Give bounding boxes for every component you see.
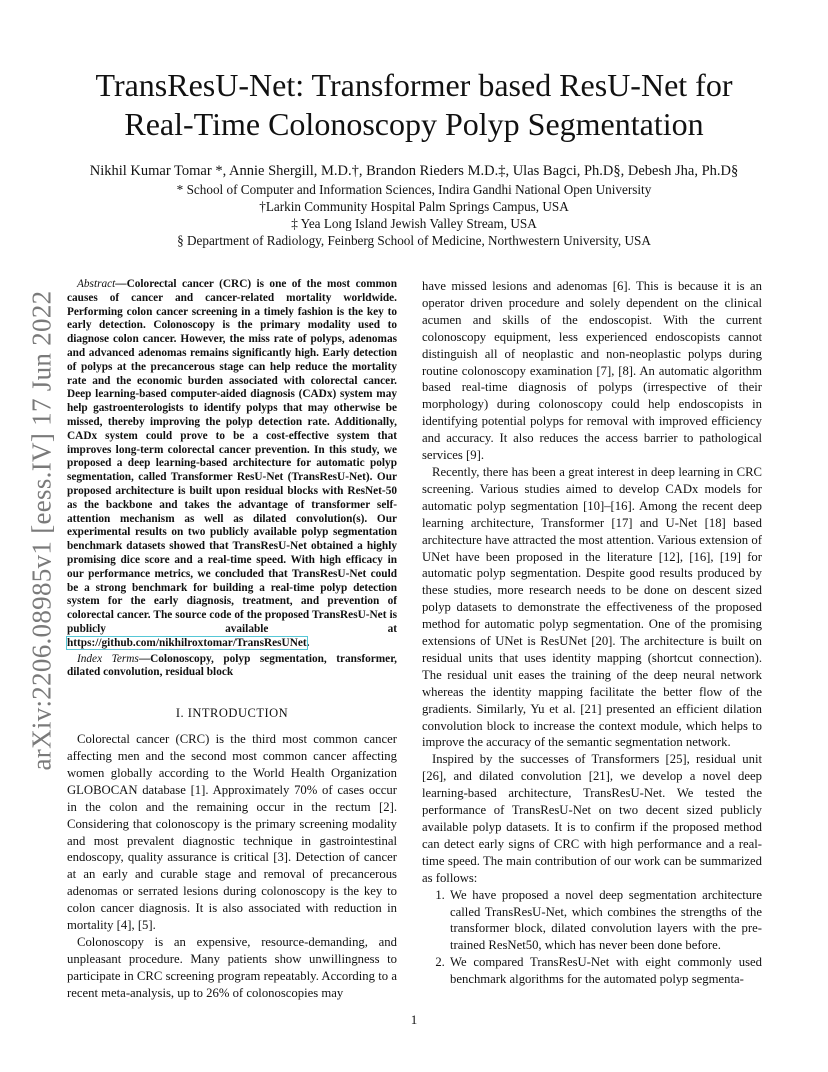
author-list: Nikhil Kumar Tomar *, Annie Shergill, M.D.†, Brandon Rieders M.D.‡, Ulas Bagci, Ph.D§, Debesh Jha, Ph.D§ bbox=[89, 163, 739, 179]
left-column bbox=[67, 278, 397, 1002]
abstract-end: . bbox=[306, 636, 310, 649]
abstract-label: Abstract bbox=[77, 278, 116, 290]
paper-title bbox=[0, 66, 828, 144]
intro-paragraph-2: Colonoscopy is an expensive, resource-demanding, and unpleasant procedure. Many patients show unwillingness to participate in CRC screening program repeatably. According to a recent meta-analysis, up to 26% of colonoscopies may bbox=[67, 934, 397, 1000]
section-title: INTRODUCTION bbox=[187, 706, 289, 721]
page-number: 1 bbox=[410, 1012, 418, 1027]
section-heading: I. INTRODUCTION bbox=[175, 706, 289, 721]
affiliation-3: ‡ Yea Long Island Jewish Valley Stream, USA bbox=[291, 216, 537, 231]
title-line-2: Real-Time Colonoscopy Polyp Segmentation bbox=[124, 106, 704, 142]
abstract-text: —Colorectal cancer (CRC) is one of the most common causes of cancer and cancer-related mortality worldwide. Performing colon cancer screening in a timely fashion is the key to early detection. Colonoscopy is the primary modality used to diagnose colon cancer. However, the miss rate of polyps, adenomas and advanced adenomas remains significantly high. Early detection of polyps at the precancerous stage can help reduce the mortality rate and the economic burden associated with colorectal cancer. Deep learning-based computer-aided diagnosis (CADx) system may help gastroenterologists to identify polyps that may otherwise be missed, thereby improving the polyp detection rate. Additionally, CADx system could prove to be a cost-effective system that improves long-term colorectal cancer prevention. In this study, we proposed a deep learning-based architecture for automatic polyp segmentation, called Transformer ResU-Net (TransResU-Net). Our proposed architecture is built upon residual blocks with ResNet-50 as the backbone and takes the advantage of transformer self-attention mechanism as well as dilated convolution(s). Our experimental results on two publicly available polyp segmentation benchmark datasets showed that TransResU-Net obtained a highly promising dice score and a real-time speed. With high efficacy in our performance metrics, we concluded that TransResU-Net could be a strong benchmark for building a real-time polyp detection system for the early diagnosis, treatment, and prevention of colorectal cancer. The source code of the proposed TransResU-Net is publicly available at bbox=[67, 278, 397, 635]
intro-paragraph-1: Colorectal cancer (CRC) is the third most common cancer affecting men and the second most common cancer affecting women globally according to the World Health Organization GLOBOCAN database [1]. Approximately 70% of cases occur in the colon and the remaining occur in the rectum [2]. Considering that colonoscopy is the primary screening modality and most prevalent diagnostic technique in gastrointestinal endoscopy, quality assurance is critical [3]. Detection of cancer at an early and curable stage and removal of precancerous adenomas or serrated lesions during colonoscopy is the key to colon cancer diagnosis. It is also associated with reduction in mortality [4], [5]. bbox=[67, 732, 397, 933]
affiliation-2: †Larkin Community Hospital Palm Springs Campus, USA bbox=[259, 199, 569, 214]
right-column bbox=[422, 278, 762, 988]
affiliation-4: § Department of Radiology, Feinberg School of Medicine, Northwestern University, USA bbox=[177, 233, 651, 248]
abstract bbox=[67, 278, 397, 651]
code-link[interactable]: https://github.com/nikhilroxtomar/TransResUNet bbox=[67, 636, 307, 649]
intro-paragraph-4: Recently, there has been a great interest in deep learning in CRC screening. Various studies aimed to develop CADx models for automatic polyp segmentation [10]–[16]. Among the recent deep learning architecture, Transformer [17] and U-Net [18] based architecture have attracted the most attention. Various extension of UNet have been proposed in the literature [12], [16], [19] for automatic polyp segmentation. Despite good results produced by these studies, more research needs to be done on descent sized polyp datasets to demonstrate the effectiveness of the proposed method for automatic polyp segmentation. One of the promising extensions of UNet is ResUNet [20]. The architecture is built on residual units that uses identity mapping (shortcut connection). The residual unit eases the training of the deep neural network whereas the identity mapping facilitate the better flow of the gradients. Similarly, Yu et al. [21] presented an efficient dilation convolution block to increase the context module, which helps to improve the accuracy of the semantic segmentation network. bbox=[422, 464, 762, 750]
contribution-list bbox=[422, 887, 762, 988]
index-terms-label: Index Terms bbox=[77, 652, 139, 665]
index-terms bbox=[67, 653, 397, 681]
affiliation-1: * School of Computer and Information Sciences, Indira Gandhi National Open University bbox=[176, 182, 652, 197]
title-line-1: TransResU-Net: Transformer based ResU-Net for bbox=[95, 67, 733, 103]
index-terms-text: —Colonoscopy, polyp segmentation, transformer, dilated convolution, residual block bbox=[67, 652, 397, 679]
intro-paragraph-5: Inspired by the successes of Transformers [25], residual unit [26], and dilated convolution [21], we develop a novel deep learning-based architecture, TransResU-Net. We tested the performance of TransResU-Net on two decent sized publicly available polyp datasets. It is to confirm if the proposed method can detect early signs of CRC with high performance and a real-time speed. The main contribution of our work can be summarized as follows: bbox=[422, 752, 762, 885]
contribution-item-2: 2. We compared TransResU-Net with eight commonly used benchmark algorithms for the automated polyp segmenta- bbox=[448, 954, 762, 988]
arxiv-side-label: arXiv:2206.08985v1 [eess.IV] 17 Jun 2022 bbox=[26, 290, 57, 770]
contribution-item-1: 1. We have proposed a novel deep segmentation architecture called TransResU-Net, which combines the strengths of the transformer block, dilated convolution layers with the pre-trained ResNet50, which has never been done before. bbox=[448, 887, 762, 955]
intro-paragraph-3: have missed lesions and adenomas [6]. This is because it is an operator driven procedure and solely dependent on the clinical acumen and skills of the endoscopist. With the current colonoscopy equipment, less experienced endoscopists cannot distinguish all of neoplastic and non-neoplastic polyps during routine colonoscopy examination [7], [8]. An automatic algorithm based real-time diagnosis of polyps (irrespective of their morphology) during colonoscopy could help endoscopists in identifying potential polyps for removal with improved efficiency and accuracy. It also reduces the access barrier to pathological services [9]. bbox=[422, 279, 762, 463]
